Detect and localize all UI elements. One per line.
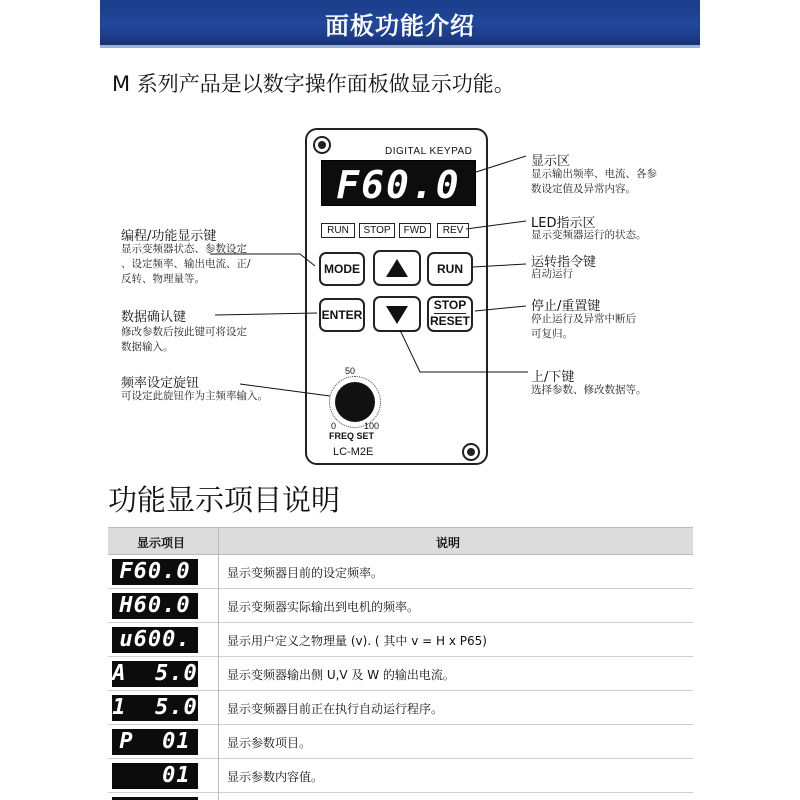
leader-run [473,264,526,267]
led-fwd: FWD [399,223,431,238]
mode-button[interactable]: MODE [319,252,365,286]
callout-line: 显示输出频率、电流、各参 [531,168,657,180]
callout-line: 停止运行及异常中断后 [531,313,636,325]
knob-max-label: 100 [364,421,380,431]
table-row [108,589,693,623]
callout-stop-title: 停止/重置键 [531,299,601,314]
table-row [108,691,693,725]
model-label: LC-M2E [333,446,374,458]
callout-line: 显示变频器状态、参数设定 [121,243,247,255]
leader-updown [400,330,528,372]
callout-line: 修改参数后按此键可将设定 [121,326,247,338]
callout-knob-title: 频率设定旋钮 [121,376,200,391]
callout-line: 数据输入。 [121,341,174,353]
segment-display: A 5.0 [112,661,198,686]
row-description: 显示变频器目前正在执行自动运行程序。 [227,702,444,716]
segment-display: 01 [112,763,198,789]
knob-mid-label: 50 [345,366,356,376]
column-divider [218,527,219,800]
callout-line: 反转、物理量等。 [121,273,205,285]
leader-enter [215,313,317,315]
callout-display-title: 显示区 [531,154,571,169]
keypad-title: DIGITAL KEYPAD [385,146,473,157]
callout-led-title: LED指示区 [531,216,596,231]
stop-label: STOP [433,298,467,312]
callout-enter-title: 数据确认键 [121,310,187,325]
table-row [108,555,693,589]
callout-knob-desc: 可设定此旋钮作为主频率输入。 [121,390,268,402]
callout-stop-desc [531,312,636,342]
row-description: 显示变频器实际输出到电机的频率。 [227,600,420,614]
segment-display: u600. [112,627,198,653]
knob-min-label: 0 [331,421,337,431]
row-description: 显示用户定义之物理量 (v). ( 其中 v = H x P65) [227,634,487,648]
table-row [108,725,693,759]
row-description: 显示变频器目前的设定频率。 [227,566,384,580]
column-header: 说明 [435,536,460,550]
table-row [108,657,693,691]
knob-label: FREQ SET [329,431,375,441]
run-button[interactable]: RUN [427,252,473,286]
row-description: 显示变频器输出侧 U,V 及 W 的输出电流。 [227,668,455,682]
callout-display-desc [531,167,657,197]
section-title: 功能显示项目说明 [108,483,341,517]
column-header: 显示项目 [136,536,185,550]
callout-line: 、设定频率、输出电流、正/ [121,258,251,270]
reset-label: RESET [429,314,470,328]
callout-line: 数设定值及异常内容。 [531,183,636,195]
segment-display: F60.0 [112,559,198,585]
callout-enter-desc [121,325,247,355]
row-description: 显示参数项目。 [227,736,312,750]
lcd-value: F60.0 [336,163,461,207]
callout-run-desc: 启动运行 [531,268,573,280]
callout-led-desc: 显示变频器运行的状态。 [531,229,647,241]
led-run: RUN [321,223,355,238]
callout-line: 可复归。 [531,328,573,340]
enter-button[interactable]: ENTER [319,298,365,332]
led-stop: STOP [359,223,395,238]
callout-mode-title: 编程/功能显示键 [121,229,217,244]
callout-updown-desc: 选择参数、修改数据等。 [531,384,647,396]
segment-display: 1 5.0 [112,695,198,720]
callout-run-title: 运转指令键 [531,255,597,270]
page-title: 面板功能介绍 [325,12,475,40]
leader-stop [475,306,526,311]
leader-display [476,156,526,172]
callout-mode-desc [121,242,251,287]
leader-led [466,221,526,229]
intro-text: M 系列产品是以数字操作面板做显示功能。 [112,72,515,96]
table-header [108,527,693,555]
row-description: 显示参数内容值。 [227,770,324,784]
led-rev: REV [437,223,469,238]
segment-display: H60.0 [112,593,198,619]
segment-display: P 01 [112,729,198,755]
callout-updown-title: 上/下键 [531,370,575,385]
table-row [108,623,693,657]
table-row-partial [108,793,693,800]
table-row [108,759,693,793]
